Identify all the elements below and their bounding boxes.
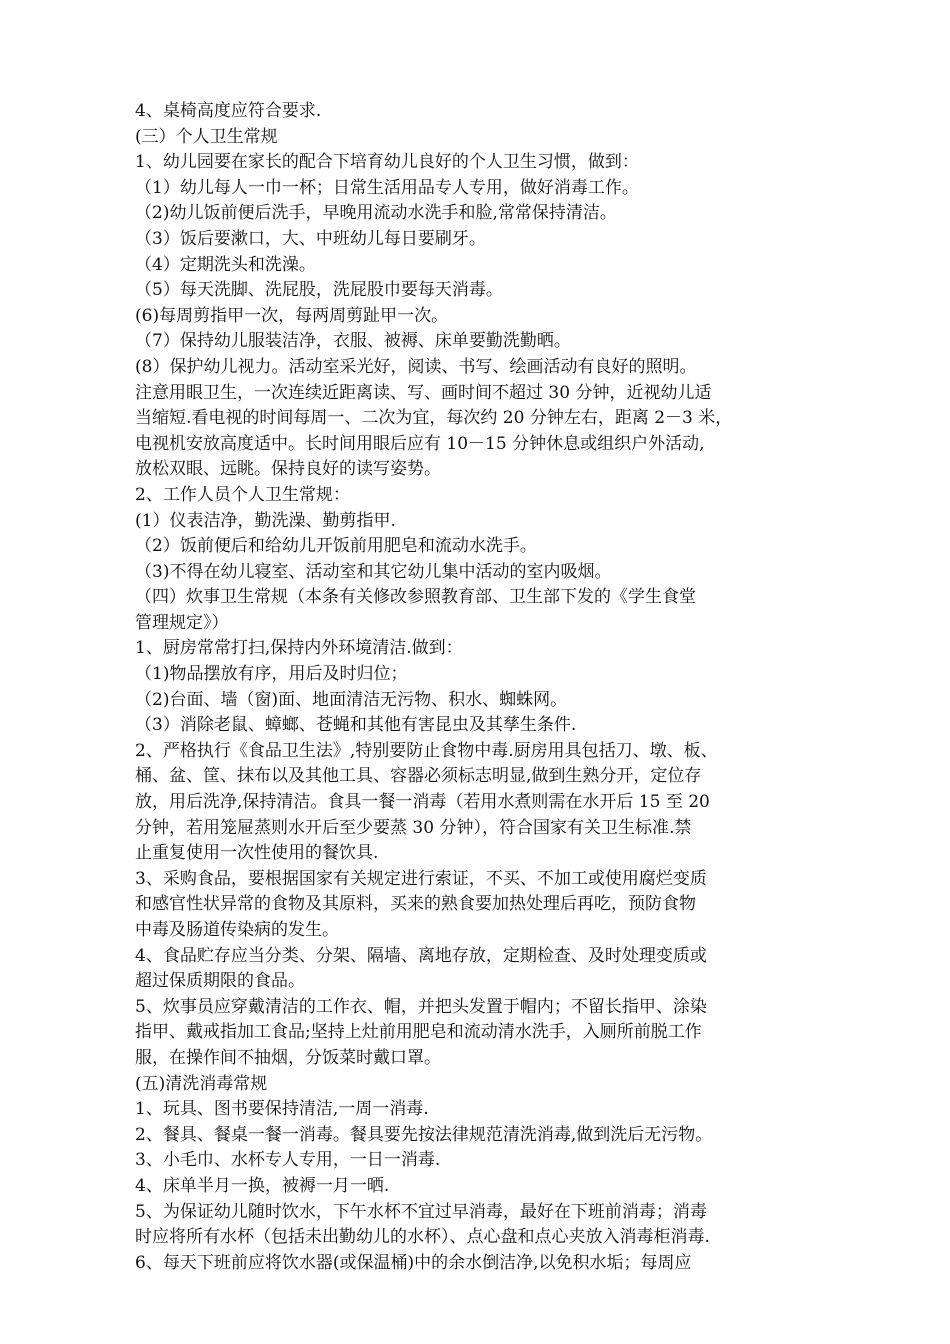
- text-line: 6、每天下班前应将饮水器(或保温桶)中的余水倒洁净,以免积水垢；每周应: [135, 1252, 692, 1273]
- text-line: (三）个人卫生常规: [135, 126, 278, 147]
- text-line: (6)每周剪指甲一次，每两周剪趾甲一次。: [135, 305, 449, 326]
- text-line: 3、采购食品，要根据国家有关规定进行索证，不买、不加工或使用腐烂变质: [135, 868, 707, 889]
- text-line: 注意用眼卫生，一次连续近距离读、写、画时间不超过 30 分钟，近视幼儿适: [135, 382, 712, 403]
- text-line: 桶、盆、筐、抹布以及其他工具、容器必须标志明显,做到生熟分开，定位存: [135, 766, 702, 787]
- document-body: [135, 99, 895, 1276]
- text-line: (8）保护幼儿视力。活动室采光好，阅读、书写、绘画活动有良好的照明。: [135, 356, 697, 377]
- text-line: 2、严格执行《食品卫生法》,特别要防止食物中毒.厨房用具包括刀、墩、板、: [135, 740, 718, 761]
- text-line: 3、小毛巾、水杯专人专用，一日一消毒.: [135, 1150, 441, 1171]
- text-line: 分钟，若用笼屉蒸则水开后至少要蒸 30 分钟），符合国家有关卫生标准.禁: [135, 817, 692, 838]
- text-line: 1、玩具、图书要保持清洁,一周一消毒.: [135, 1099, 429, 1120]
- text-line: （3)不得在幼儿寝室、活动室和其它幼儿集中活动的室内吸烟。: [135, 561, 612, 582]
- text-line: 时应将所有水杯（包括未出勤幼儿的水杯）、点心盘和点心夹放入消毒柜消毒.: [135, 1227, 710, 1248]
- text-line: 放松双眼、远眺。保持良好的读写姿势。: [135, 459, 441, 480]
- text-line: 服，在操作间不抽烟，分饭菜时戴口罩。: [135, 1047, 441, 1068]
- text-line: 止重复使用一次性使用的餐饮具.: [135, 843, 379, 864]
- text-line: （四）炊事卫生常规（本条有关修改参照教育部、卫生部下发的《学生食堂: [135, 587, 696, 608]
- text-line: 当缩短.看电视的时间每周一、二次为宜，每次约 20 分钟左右，距离 2－3 米，: [135, 408, 733, 429]
- text-line: 放，用后洗净,保持清洁。食具一餐一消毒（若用水煮则需在水开后 15 至 20: [135, 792, 710, 813]
- text-line: 管理规定》）: [135, 612, 229, 633]
- text-line: 1、厨房常常打扫,保持内外环境清洁.做到：: [135, 638, 463, 659]
- text-line: 2、工作人员个人卫生常规：: [135, 484, 350, 505]
- text-line: 4、食品贮存应当分类、分架、隔墙、离地存放，定期检查、及时处理变质或: [135, 945, 707, 966]
- text-line: 和感官性状异常的食物及其原料，买来的熟食要加热处理后再吃，预防食物: [135, 894, 696, 915]
- text-line: 超过保质期限的食品。: [135, 971, 305, 992]
- text-line: （7）保持幼儿服装洁净，衣服、被褥、床单要勤洗勤晒。: [135, 331, 571, 352]
- text-line: （2)台面、墙（窗)面、地面清洁无污物、积水、蜘蛛网。: [135, 689, 568, 710]
- text-line: （5）每天洗脚、洗屁股，洗屁股巾要每天消毒。: [135, 280, 503, 301]
- text-line: (五)清洗消毒常规: [135, 1073, 268, 1094]
- text-line: 5、炊事员应穿戴清洁的工作衣、帽，并把头发置于帽内；不留长指甲、涂染: [135, 996, 707, 1017]
- text-line: （2）饭前便后和给幼儿开饭前用肥皂和流动水洗手。: [135, 536, 537, 557]
- text-line: （2)幼儿饭前便后洗手，早晚用流动水洗手和脸,常常保持清洁。: [135, 203, 617, 224]
- text-line: （3）消除老鼠、蟑螂、苍蝇和其他有害昆虫及其孳生条件.: [135, 715, 577, 736]
- text-line: (1）仪表洁净，勤洗澡、勤剪指甲.: [135, 510, 396, 531]
- text-line: 2、餐具、餐桌一餐一消毒。餐具要先按法律规范清洗消毒,做到洗后无污物。: [135, 1124, 713, 1145]
- text-line: 1、幼儿园要在家长的配合下培育幼儿良好的个人卫生习惯，做到：: [135, 152, 639, 173]
- text-line: （1)物品摆放有序，用后及时归位；: [135, 664, 408, 685]
- text-line: （4）定期洗头和洗澡。: [135, 254, 316, 275]
- text-line: （3）饭后要漱口，大、中班幼儿每日要刷牙。: [135, 228, 486, 249]
- text-line: 指甲、戴戒指加工食品;坚持上灶前用肥皂和流动清水洗手，入厕所前脱工作: [135, 1022, 702, 1043]
- text-line: 中毒及肠道传染病的发生。: [135, 920, 339, 940]
- text-line: 4、桌椅高度应符合要求.: [135, 101, 322, 121]
- text-line: 5、为保证幼儿随时饮水，下午水杯不宜过早消毒，最好在下班前消毒；消毒: [135, 1201, 707, 1222]
- text-line: 电视机安放高度适中。长时间用眼后应有 10－15 分钟休息或组织户外活动,: [135, 433, 705, 454]
- text-line: （1）幼儿每人一巾一杯；日常生活用品专人专用，做好消毒工作。: [135, 177, 639, 198]
- text-line: 4、床单半月一换，被褥一月一晒.: [135, 1175, 390, 1196]
